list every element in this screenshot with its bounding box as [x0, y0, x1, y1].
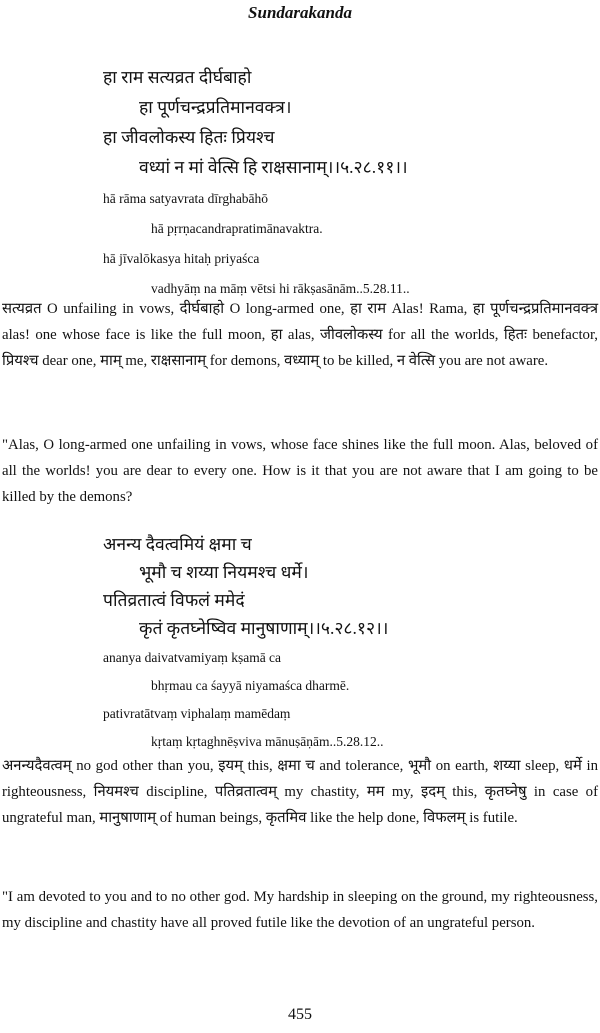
transliteration-line: pativratātvaṃ viphalaṃ mamēdaṃ	[103, 706, 291, 721]
transliteration-line: hā rāma satyavrata dīrghabāhō	[103, 191, 269, 206]
word-gloss: अनन्यदैवत्वम् no god other than you, इयम् this, क्षमा च and tolerance, भूमौ on earth, शय्या sleep, धर्मे in righteousness, नियमश्च discipline, पतिव्रतात्वम् my chastity, मम my, इदम् this, कृतघ्नेषु in case of ungrateful man, मानुषाणाम् of human beings, कृतमिव like the help done, विफलम् is futile.	[2, 758, 598, 826]
translation: "Alas, O long-armed one unfailing in vows, whose face shines like the full moon. Alas, beloved of all the worlds! you are dear to every one. How is it that you are not aware that I am going to be killed by the demons?	[2, 437, 598, 505]
verse-line: हा जीवलोकस्य हितः प्रियश्च	[103, 127, 275, 147]
verse-5-28-11	[103, 62, 583, 304]
verse-line: हा राम सत्यव्रत दीर्घबाहो	[103, 67, 252, 87]
verse-line: हा पूर्णचन्द्रप्रतिमानवक्त्र।	[139, 97, 292, 117]
transliteration-line: hā pṛrṇacandrapratimānavaktra.	[151, 221, 323, 236]
verse-line: वध्यां न मां वेत्सि हि राक्षसानाम्।।५.२८.११।।	[139, 157, 408, 177]
verse-line: अनन्य दैवत्वमियं क्षमा च	[103, 534, 252, 554]
transliteration-line: ananya daivatvamiyaṃ kṣamā ca	[103, 650, 282, 665]
transliteration-line: bhṛmau ca śayyā niyamaśca dharmē.	[151, 678, 350, 693]
transliteration-line: vadhyāṃ na māṃ vētsi hi rākṣasānām..5.28.11..	[151, 281, 410, 296]
verse-line: कृतं कृतघ्नेष्विव मानुषाणाम्।।५.२८.१२।।	[139, 618, 389, 638]
running-header: Sundarakanda	[248, 3, 352, 22]
transliteration-line: hā jīvalōkasya hitaḥ priyaśca	[103, 251, 260, 266]
transliteration-line: kṛtaṃ kṛtaghnēṣviva mānuṣāṇām..5.28.12..	[151, 734, 384, 749]
word-gloss: सत्यव्रत O unfailing in vows, दीर्घबाहो O long-armed one, हा राम Alas! Rama, हा पूर्णचन्द्रप्रतिमानवक्त्र alas! one whose face is like the full moon, हा alas, जीवलोकस्य for all the worlds, हितः benefactor, प्रियश्च dear one, माम् me, राक्षसानाम् for demons, वध्याम् to be killed, न वेत्सि you are not aware.	[2, 301, 598, 369]
verse-line: पतिव्रतात्वं विफलं ममेदं	[103, 590, 245, 610]
translation: "I am devoted to you and to no other god. My hardship in sleeping on the ground, my righteousness, my discipline and chastity have all proved futile like the devotion of an ungrateful person.	[2, 889, 598, 931]
page-number: 455	[288, 1006, 312, 1023]
verse-5-28-12	[103, 530, 583, 756]
verse-line: भूमौ च शय्या नियमश्च धर्मे।	[139, 562, 309, 582]
